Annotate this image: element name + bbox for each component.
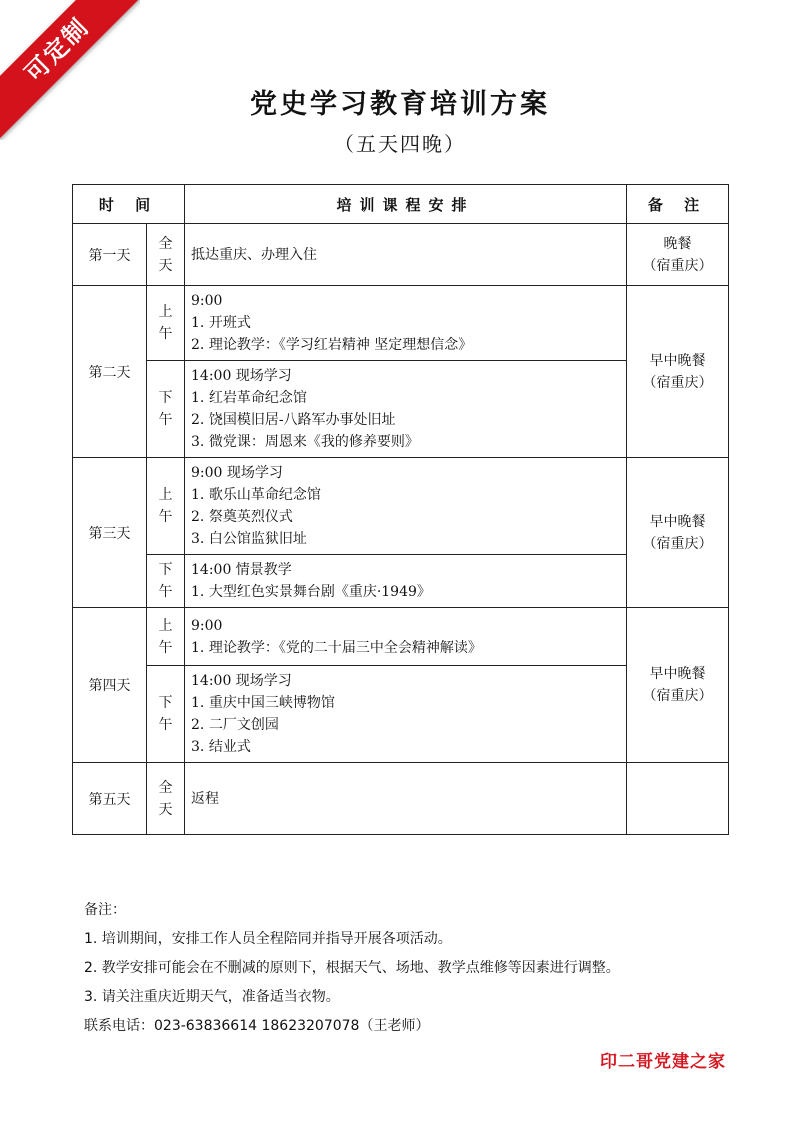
meal-lodging-note bbox=[627, 286, 729, 458]
segment-char: 天 bbox=[158, 257, 173, 274]
course-content bbox=[185, 608, 627, 666]
course-line: 2. 祭奠英烈仪式 bbox=[191, 509, 293, 525]
day-label: 第五天 bbox=[73, 763, 147, 835]
note-line: 早中晚餐 bbox=[649, 352, 706, 369]
remark-item: 2. 教学安排可能会在不删减的原则下，根据天气、场地、教学点维修等因素进行调整。 bbox=[84, 960, 620, 976]
note-line: （宿重庆） bbox=[642, 688, 713, 704]
course-content bbox=[185, 666, 627, 763]
course-content bbox=[185, 555, 627, 608]
schedule-table bbox=[72, 184, 729, 835]
day-label: 第三天 bbox=[73, 458, 147, 608]
course-line: 2. 饶国模旧居-八路军办事处旧址 bbox=[191, 412, 396, 428]
segment-char: 午 bbox=[158, 412, 173, 428]
meal-lodging-note bbox=[627, 608, 729, 763]
course-line: 1. 大型红色实景舞台剧《重庆·1949》 bbox=[191, 584, 431, 600]
course-line: 3. 结业式 bbox=[191, 739, 251, 755]
header-note: 备 注 bbox=[627, 185, 729, 224]
contact-info: 联系电话：023-63836614 18623207078（王老师） bbox=[84, 1018, 430, 1034]
page-subtitle: （五天四晚） bbox=[334, 132, 466, 156]
segment-char: 天 bbox=[158, 801, 173, 818]
table-row bbox=[73, 763, 729, 835]
remarks-section bbox=[84, 896, 620, 1041]
course-line: 1. 理论教学：《党的二十届三中全会精神解读》 bbox=[191, 639, 482, 656]
time-segment-label bbox=[147, 286, 185, 361]
table-row bbox=[73, 458, 729, 555]
course-content bbox=[185, 763, 627, 835]
note-line: 早中晚餐 bbox=[649, 666, 706, 682]
note-line: （宿重庆） bbox=[642, 374, 713, 391]
meal-lodging-note bbox=[627, 763, 729, 835]
segment-char: 全 bbox=[158, 779, 173, 796]
remark-item: 3. 请关注重庆近期天气，准备适当衣物。 bbox=[84, 989, 340, 1005]
time-segment-label bbox=[147, 666, 185, 763]
course-line: 3. 白公馆监狱旧址 bbox=[191, 531, 307, 547]
course-content bbox=[185, 361, 627, 458]
note-line: （宿重庆） bbox=[642, 535, 713, 552]
table-row bbox=[73, 224, 729, 286]
course-line: 9:00 bbox=[191, 617, 223, 634]
time-segment-label bbox=[147, 361, 185, 458]
course-content bbox=[185, 224, 627, 286]
day-label: 第一天 bbox=[73, 224, 147, 286]
time-segment-label bbox=[147, 608, 185, 666]
day-label: 第四天 bbox=[73, 608, 147, 763]
course-line: 1. 歌乐山革命纪念馆 bbox=[191, 487, 321, 503]
table-row bbox=[73, 286, 729, 361]
day-label: 第二天 bbox=[73, 286, 147, 458]
note-line: 早中晚餐 bbox=[649, 513, 706, 530]
course-line: 2. 二厂文创园 bbox=[191, 717, 279, 733]
segment-char: 全 bbox=[158, 235, 173, 252]
segment-char: 午 bbox=[158, 326, 173, 342]
note-line: 晚餐 bbox=[663, 235, 692, 252]
remark-item: 1. 培训期间，安排工作人员全程陪同并指导开展各项活动。 bbox=[84, 931, 452, 947]
page-title: 党史学习教育培训方案 bbox=[250, 89, 550, 120]
table-header-row bbox=[73, 185, 729, 224]
course-content bbox=[185, 458, 627, 555]
course-line: 抵达重庆、办理入住 bbox=[191, 246, 318, 263]
course-line: 1. 开班式 bbox=[191, 315, 251, 331]
time-segment-label bbox=[147, 458, 185, 555]
header-content: 培训课程安排 bbox=[185, 185, 627, 224]
segment-char: 上 bbox=[158, 487, 173, 503]
remarks-heading: 备注： bbox=[84, 902, 126, 918]
course-line: 1. 重庆中国三峡博物馆 bbox=[191, 695, 335, 711]
segment-char: 午 bbox=[158, 509, 173, 525]
course-line: 14:00 情景教学 bbox=[191, 562, 292, 578]
course-line: 14:00 现场学习 bbox=[191, 368, 292, 384]
course-line: 3. 微党课：周恩来《我的修养要则》 bbox=[191, 434, 419, 450]
brand-signature: 印二哥党建之家 bbox=[600, 1052, 726, 1072]
course-line: 14:00 现场学习 bbox=[191, 673, 292, 689]
course-line: 9:00 现场学习 bbox=[191, 465, 283, 481]
course-line: 9:00 bbox=[191, 293, 223, 309]
segment-char: 午 bbox=[158, 717, 173, 733]
schedule-body bbox=[73, 224, 729, 835]
time-segment-label bbox=[147, 224, 185, 286]
segment-char: 下 bbox=[158, 562, 173, 578]
segment-char: 下 bbox=[158, 695, 173, 711]
segment-char: 午 bbox=[158, 584, 173, 600]
segment-char: 下 bbox=[158, 390, 173, 406]
course-line: 返程 bbox=[191, 790, 220, 807]
time-segment-label bbox=[147, 555, 185, 608]
course-line: 2. 理论教学：《学习红岩精神 坚定理想信念》 bbox=[191, 337, 473, 353]
segment-char: 午 bbox=[158, 639, 173, 656]
segment-char: 上 bbox=[158, 304, 173, 320]
time-segment-label bbox=[147, 763, 185, 835]
table-row bbox=[73, 608, 729, 666]
meal-lodging-note bbox=[627, 458, 729, 608]
note-line: （宿重庆） bbox=[642, 257, 713, 274]
course-content bbox=[185, 286, 627, 361]
meal-lodging-note bbox=[627, 224, 729, 286]
course-line: 1. 红岩革命纪念馆 bbox=[191, 390, 307, 406]
customizable-badge: 可定制 bbox=[0, 0, 140, 140]
header-time: 时 间 bbox=[73, 185, 185, 224]
segment-char: 上 bbox=[158, 617, 173, 634]
